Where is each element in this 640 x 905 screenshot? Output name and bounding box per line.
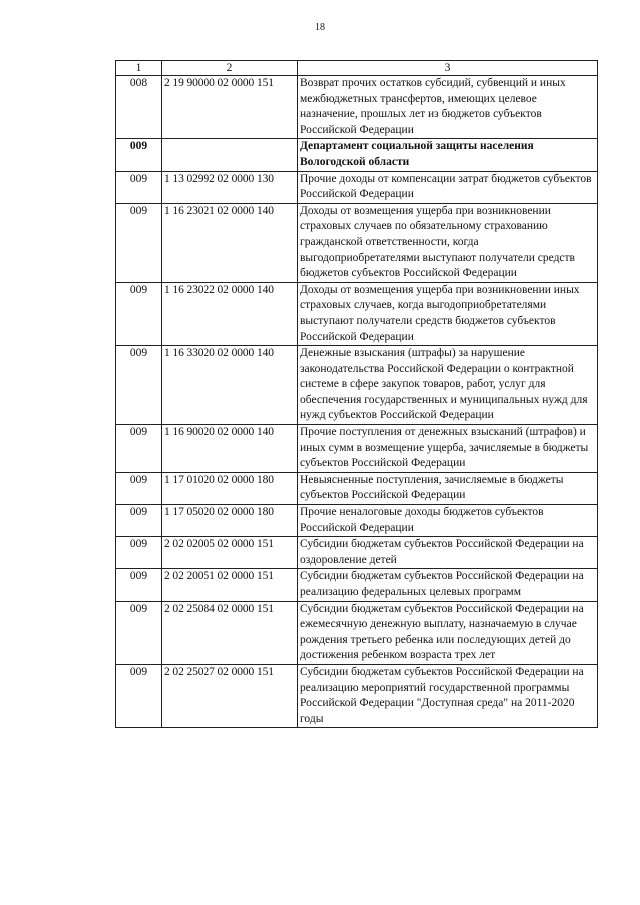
- revenue-code-cell: 1 17 01020 02 0000 180: [162, 472, 298, 504]
- table-row: [116, 664, 598, 727]
- revenue-code-cell: 2 02 25027 02 0000 151: [162, 664, 298, 727]
- table-row-department: [116, 139, 598, 171]
- table-row: [116, 505, 598, 537]
- table-row: [116, 472, 598, 504]
- column-header-3: 3: [298, 61, 598, 76]
- description-cell: Прочие поступления от денежных взысканий (штрафов) и иных сумм в возмещение ущерба, зачисляемые в бюджеты субъектов Российской Федерации: [298, 425, 598, 473]
- table-row: [116, 569, 598, 601]
- description-cell: Денежные взыскания (штрафы) за нарушение законодательства Российской Федерации о контрактной системе в сфере закупок товаров, работ, услуг для обеспечения государственных и муниципальных нужд для нужд субъектов Российской Федерации: [298, 346, 598, 425]
- description-cell: Возврат прочих остатков субсидий, субвенций и иных межбюджетных трансфертов, имеющих целевое назначение, прошлых лет из бюджетов субъектов Российской Федерации: [298, 76, 598, 139]
- revenue-code-cell: 2 02 25084 02 0000 151: [162, 601, 298, 664]
- description-cell: Субсидии бюджетам субъектов Российской Федерации на ежемесячную денежную выплату, назначаемую в случае рождения третьего ребенка или последующих детей до достижения ребенком возраста трех лет: [298, 601, 598, 664]
- table-row: [116, 76, 598, 139]
- admin-code-cell: 009: [116, 346, 162, 425]
- admin-code-cell: 009: [116, 472, 162, 504]
- page-number: 18: [315, 22, 325, 33]
- table-row: [116, 282, 598, 345]
- revenue-code-cell: 1 16 23022 02 0000 140: [162, 282, 298, 345]
- revenue-code-cell: 2 02 20051 02 0000 151: [162, 569, 298, 601]
- revenue-code-cell: [162, 139, 298, 171]
- description-cell: Субсидии бюджетам субъектов Российской Федерации на реализацию федеральных целевых программ: [298, 569, 598, 601]
- table-row: [116, 203, 598, 282]
- revenue-code-cell: 2 02 02005 02 0000 151: [162, 537, 298, 569]
- revenue-code-cell: 1 16 90020 02 0000 140: [162, 425, 298, 473]
- admin-code-cell: 009: [116, 282, 162, 345]
- admin-code-cell: 009: [116, 505, 162, 537]
- admin-code-cell: 009: [116, 601, 162, 664]
- table-header-row: [116, 61, 598, 76]
- column-header-1: 1: [116, 61, 162, 76]
- table-row: [116, 601, 598, 664]
- revenue-code-cell: 1 16 23021 02 0000 140: [162, 203, 298, 282]
- revenue-code-cell: 1 17 05020 02 0000 180: [162, 505, 298, 537]
- description-cell: Доходы от возмещения ущерба при возникновении иных страховых случаев, когда выгодоприобретателями выступают получатели средств бюджетов субъектов Российской Федерации: [298, 282, 598, 345]
- admin-code-cell: 009: [116, 664, 162, 727]
- table-row: [116, 425, 598, 473]
- table-row: [116, 346, 598, 425]
- description-cell: Доходы от возмещения ущерба при возникновении страховых случаев по обязательному страхованию гражданской ответственности, когда выгодоприобретателями выступают получатели средств бюджетов субъектов Российской Федерации: [298, 203, 598, 282]
- description-cell: Субсидии бюджетам субъектов Российской Федерации на реализацию мероприятий государственной программы Российской Федерации "Доступная среда" на 2011-2020 годы: [298, 664, 598, 727]
- column-header-2: 2: [162, 61, 298, 76]
- admin-code-cell: 009: [116, 569, 162, 601]
- budget-codes-table: [115, 60, 598, 728]
- admin-code-cell: 009: [116, 537, 162, 569]
- table-row: [116, 171, 598, 203]
- revenue-code-cell: 1 13 02992 02 0000 130: [162, 171, 298, 203]
- admin-code-cell: 009: [116, 171, 162, 203]
- admin-code-cell: 009: [116, 139, 162, 171]
- admin-code-cell: 008: [116, 76, 162, 139]
- revenue-code-cell: 1 16 33020 02 0000 140: [162, 346, 298, 425]
- description-cell: Субсидии бюджетам субъектов Российской Федерации на оздоровление детей: [298, 537, 598, 569]
- admin-code-cell: 009: [116, 425, 162, 473]
- table-row: [116, 537, 598, 569]
- description-cell: Прочие доходы от компенсации затрат бюджетов субъектов Российской Федерации: [298, 171, 598, 203]
- description-cell: Департамент социальной защиты населения Вологодской области: [298, 139, 598, 171]
- description-cell: Прочие неналоговые доходы бюджетов субъектов Российской Федерации: [298, 505, 598, 537]
- revenue-code-cell: 2 19 90000 02 0000 151: [162, 76, 298, 139]
- description-cell: Невыясненные поступления, зачисляемые в бюджеты субъектов Российской Федерации: [298, 472, 598, 504]
- admin-code-cell: 009: [116, 203, 162, 282]
